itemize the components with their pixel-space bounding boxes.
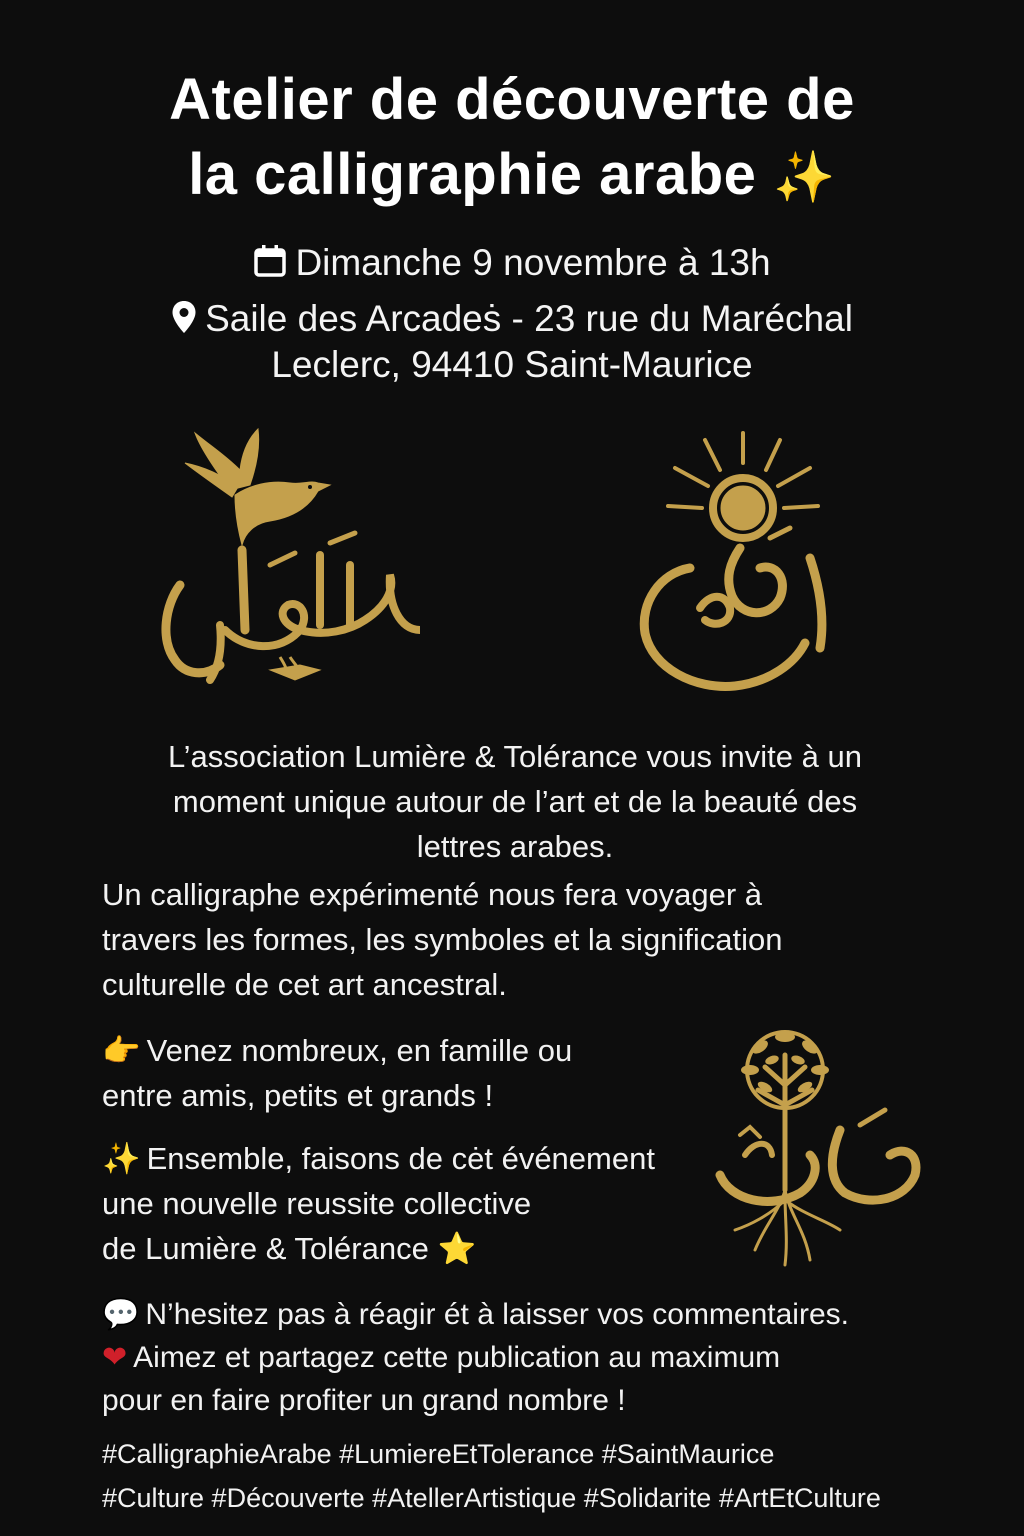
together-line-2: une nouvelle reussite collective xyxy=(102,1186,532,1221)
invite-paragraph xyxy=(102,1028,722,1118)
together-line-1 xyxy=(102,1136,742,1181)
location-line-1 xyxy=(0,296,1024,342)
event-date-text: Dimanche 9 novembre à 13h xyxy=(295,242,771,283)
detail-line-1: Un calligraphe expérimenté nous fera voyager à xyxy=(102,877,762,912)
invite-line-1-text: Venez nombreux, en famille ou xyxy=(146,1033,573,1068)
speech-bubble-icon: 💬 xyxy=(102,1298,140,1331)
hashtags-line-1: #CalligraphieArabe #LumiereEtTolerance #SaintMaurice xyxy=(102,1439,775,1469)
calendar-icon xyxy=(253,244,287,278)
star-icon: ⭐ xyxy=(437,1231,477,1266)
detail-paragraph xyxy=(102,872,922,1007)
event-date xyxy=(0,240,1024,286)
share-line-1-text: Aimez et partagez cette publication au maximum xyxy=(133,1341,781,1374)
hashtags-line-2: #Culture #Découverte #AtellerArtistique #Solidarite #ArtEtCulture xyxy=(102,1483,881,1513)
sparkle-icon: ✨ xyxy=(773,149,836,205)
title-line-2-text: la calligraphie arabe xyxy=(188,142,757,207)
sun-calligraphy-icon xyxy=(620,428,860,698)
intro-paragraph xyxy=(100,734,930,869)
share-line-1 xyxy=(102,1336,962,1379)
share-line-2: pour en faire profiter un grand nombre ! xyxy=(102,1384,626,1417)
invite-line-2: entre amis, petits et grands ! xyxy=(102,1078,494,1113)
pointing-hand-icon: 👉 xyxy=(102,1033,141,1068)
comment-line xyxy=(102,1293,962,1336)
together-line-3 xyxy=(102,1226,742,1271)
hashtags xyxy=(102,1432,1012,1520)
invite-line-1 xyxy=(102,1028,722,1073)
sparkle-icon: ✨ xyxy=(102,1141,141,1176)
together-paragraph xyxy=(102,1136,742,1271)
title-line-1: Atelier de découverte de xyxy=(169,67,855,132)
event-location xyxy=(0,296,1024,388)
detail-line-2: travers les formes, les symboles et la signification xyxy=(102,922,783,957)
title-line-2 xyxy=(0,137,1024,215)
detail-line-3: culturelle de cet art ancestral. xyxy=(102,967,507,1002)
together-line-1-text: Ensemble, faisons de cėt événement xyxy=(146,1141,655,1176)
together-line-3-text: de Lumière & Tolérance xyxy=(102,1231,429,1266)
intro-line-2: moment unique autour de l’art et de la beauté des xyxy=(172,784,858,819)
comment-line-text: N’hesitez pas à réagir ét à laisser vos commentaires. xyxy=(145,1298,849,1331)
location-line-1-text: Saile des Arcadeṡ - 23 rue du Maréchal xyxy=(205,298,853,339)
location-line-2: Leclerc, 94410 Saint-Maurice xyxy=(271,344,753,385)
heart-icon: ❤ xyxy=(102,1341,128,1374)
poster-title xyxy=(0,62,1024,215)
dove-calligraphy-icon xyxy=(150,425,420,705)
tree-calligraphy-icon xyxy=(710,1015,925,1270)
engagement-paragraph xyxy=(102,1293,962,1422)
location-pin-icon xyxy=(171,300,197,334)
intro-line-3: lettres arabes. xyxy=(416,829,614,864)
intro-line-1: L’association Lumière & Tolérance vous invite à un xyxy=(168,739,862,774)
